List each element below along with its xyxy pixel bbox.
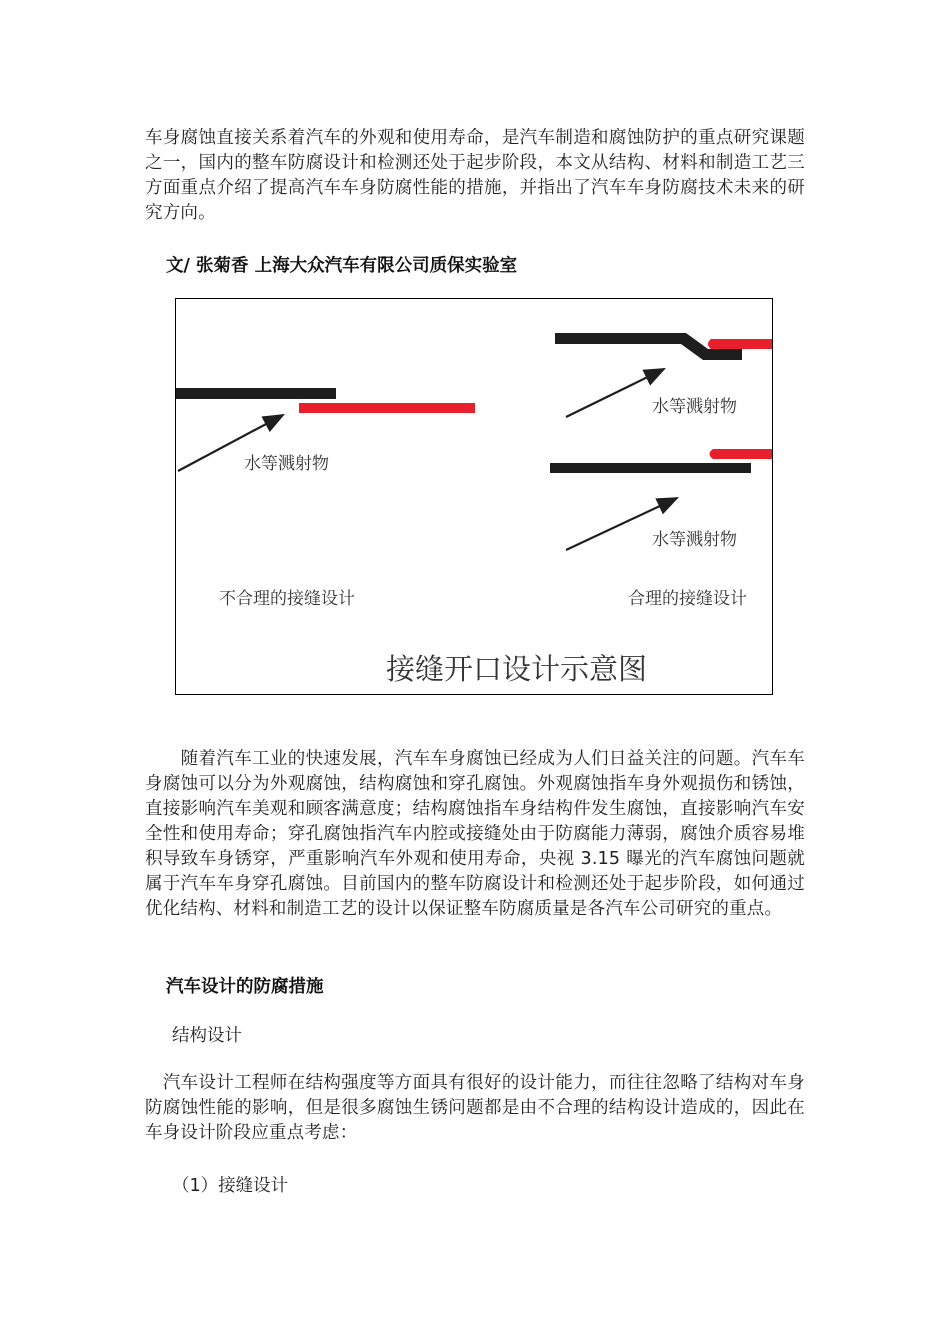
seam-diagram: [176, 299, 773, 695]
figure-title: 接缝开口设计示意图: [386, 652, 648, 686]
bad-design-label: 不合理的接缝设计: [219, 589, 355, 609]
section-heading: 汽车设计的防腐措施: [166, 977, 324, 997]
good-seam-dark-plate-bottom: [550, 463, 751, 473]
list-item-seam-design: （1）接缝设计: [172, 1176, 289, 1196]
good-spray-arrow-top: [566, 369, 664, 417]
author-byline: 文/ 张菊香 上海大众汽车有限公司质保实验室: [166, 256, 518, 276]
subsection-title: 结构设计: [172, 1026, 242, 1046]
seam-design-figure: [175, 298, 773, 695]
spray-label-right-bottom: 水等溅射物: [652, 530, 737, 550]
good-design-label: 合理的接缝设计: [628, 589, 747, 609]
spray-label-left: 水等溅射物: [244, 454, 329, 474]
good-seam-red-plate-bottom: [710, 449, 774, 459]
intro-paragraph: 车身腐蚀直接关系着汽车的外观和使用寿命，是汽车制造和腐蚀防护的重点研究课题之一，国内的整车防腐设计和检测还处于起步阶段，本文从结构、材料和制造工艺三方面重点介绍了提高汽车车身防腐性能的措施，并指出了汽车车身防腐技术未来的研究方向。: [145, 128, 805, 223]
body-paragraph: 随着汽车工业的快速发展，汽车车身腐蚀已经成为人们日益关注的问题。汽车车身腐蚀可以分为外观腐蚀，结构腐蚀和穿孔腐蚀。外观腐蚀指车身外观损伤和锈蚀，直接影响汽车美观和顾客满意度；结构腐蚀指车身结构件发生腐蚀，直接影响汽车安全性和使用寿命；穿孔腐蚀指汽车内腔或接缝处由于防腐能力薄弱，腐蚀介质容易堆积导致车身锈穿，严重影响汽车外观和使用寿命，央视 3.15 曝光的汽车腐蚀问题就属于汽车车身穿孔腐蚀。目前国内的整车防腐设计和检测还处于起步阶段，如何通过优化结构、材料和制造工艺的设计以保证整车防腐质量是各汽车公司研究的重点。: [145, 749, 805, 919]
bad-seam-red-plate: [299, 403, 475, 413]
structure-paragraph: 汽车设计工程师在结构强度等方面具有很好的设计能力，而往往忽略了结构对车身防腐蚀性能的影响，但是很多腐蚀生锈问题都是由不合理的结构设计造成的，因此在车身设计阶段应重点考虑：: [145, 1073, 805, 1143]
good-seam-red-plate-top: [708, 339, 773, 349]
spray-label-right-top: 水等溅射物: [652, 397, 737, 417]
bad-seam-dark-plate: [176, 388, 336, 399]
